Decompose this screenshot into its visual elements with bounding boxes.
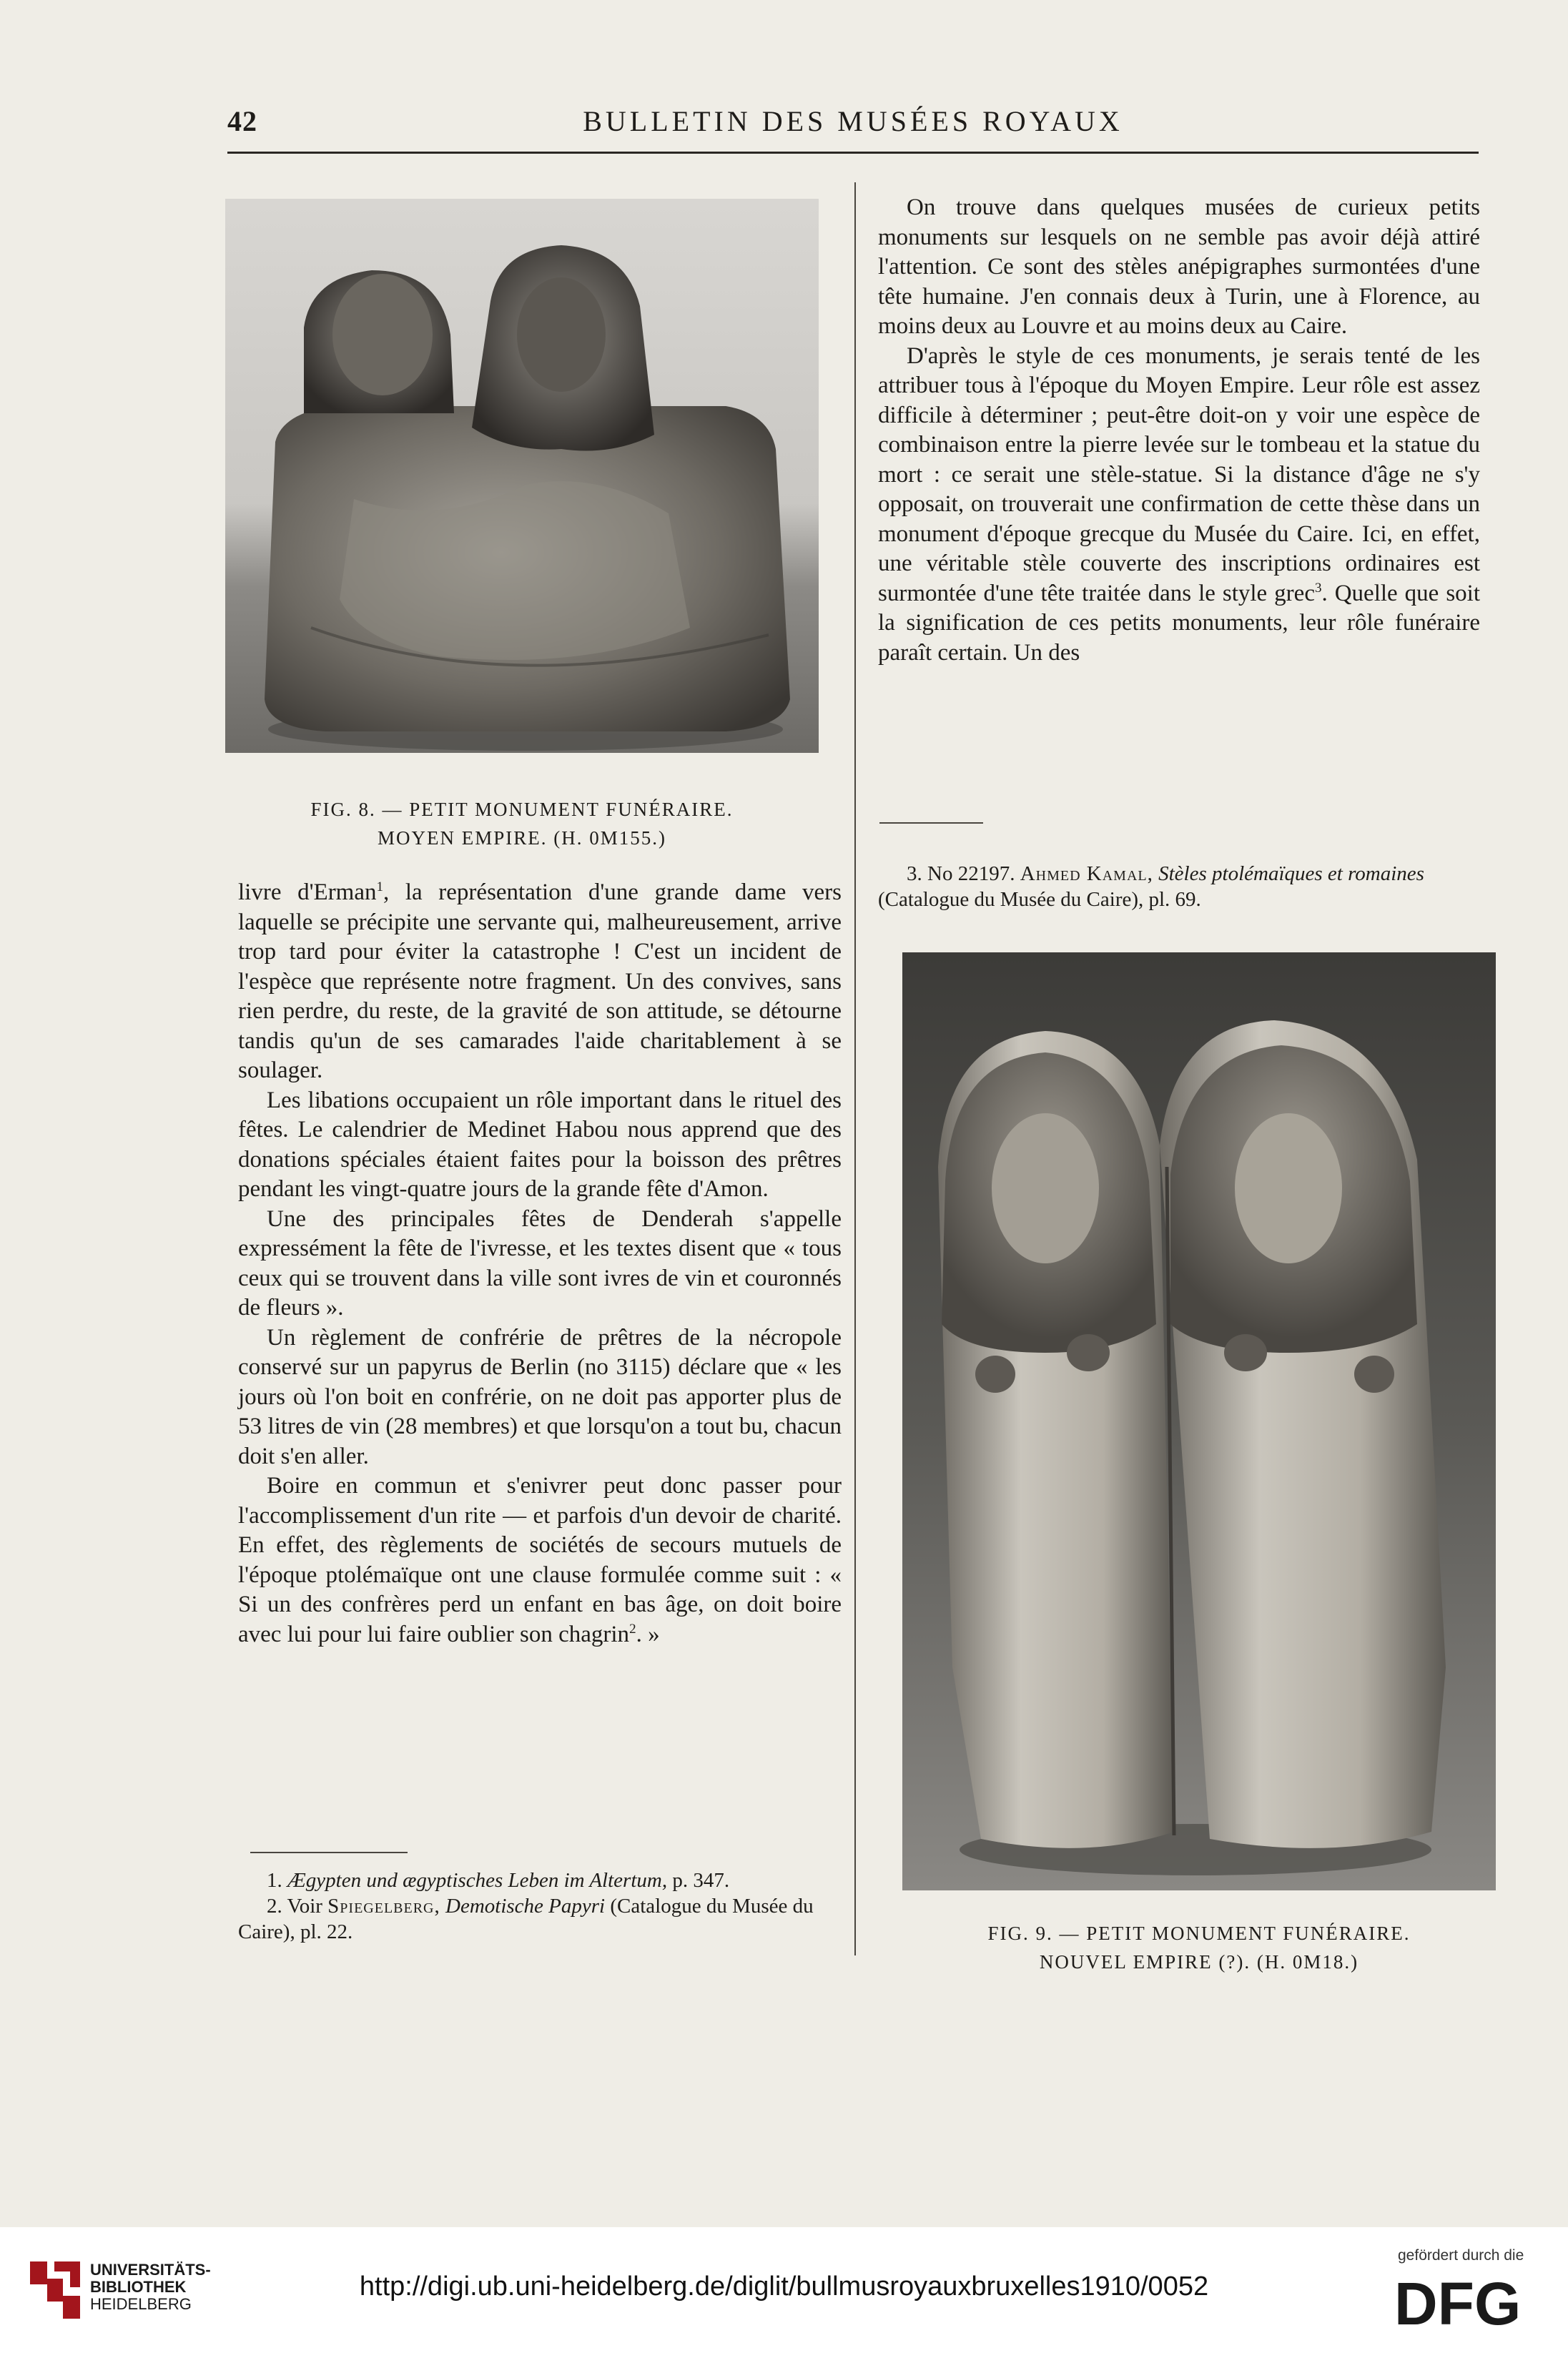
left-paragraph-4: Un règlement de confrérie de prêtres de la nécropole conservé sur un papyrus de Berlin (no 3115) déclare que « les jours où l'on boit en confrérie, on ne doit pas apporter plus de 53 litres de vin (28 membres) et que lorsqu'on a tout bu, chacun doit s'en aller. (238, 1324, 842, 1469)
footnote-1-title: Ægypten und ægyptisches Leben im Altertum, (287, 1869, 668, 1892)
library-line-2: BIBLIOTHEK (90, 2278, 187, 2296)
footnote-3-title: Stèles ptolémaïques et romaines (1158, 862, 1424, 885)
footnote-3 (878, 861, 1480, 912)
footnote-2-rest: (Catalogue du Musée du Caire), pl. 22. (238, 1895, 814, 1943)
figure-9-caption (902, 1919, 1496, 1976)
library-line-1: UNIVERSITÄTS- (90, 2261, 211, 2279)
footnote-2-title: Demotische Papyri (445, 1895, 606, 1918)
left-paragraph-1-rest: , la représentation d'une grande dame vers laquelle se précipite une servante qui, malheureusement, arrive trop tard pour éviter la catastrophe ! C'est un incident de l'espèce que représente notre fragment. Un des convives, sans rien perdre, du reste, de la gravité de son attitude, se détourne tandis qu'un de ses camarades l'aide charitablement à se soulager. (238, 879, 842, 1083)
source-url-link[interactable]: http://digi.ub.uni-heidelberg.de/diglit/bullmusroyauxbruxelles1910/0052 (359, 2271, 1209, 2302)
running-title: BULLETIN DES MUSÉES ROYAUX (583, 105, 1123, 137)
left-paragraph-3: Une des principales fêtes de Denderah s'appelle expressément la fête de l'ivresse, et les textes disent que « tous ceux qui se trouvent dans la ville sont ivres de vin et couronnés de fleurs ». (238, 1205, 842, 1321)
footnote-2-number: 2. (267, 1895, 282, 1918)
footnote-2-pre: Voir (287, 1895, 322, 1918)
footnote-3-number: 3. (907, 862, 922, 885)
footnote-1-rest: p. 347. (672, 1869, 730, 1892)
figure-8-caption (236, 795, 808, 852)
left-paragraph-5-end: . » (636, 1621, 660, 1647)
figure-8-photo (225, 199, 819, 753)
figure-9-photo (902, 952, 1496, 1890)
footnote-1-number: 1. (267, 1869, 282, 1892)
funding-label: gefördert durch die (1398, 2247, 1524, 2264)
right-paragraph-1: On trouve dans quelques musées de curieux petits monuments sur lesquels on ne semble pas avoir déjà attiré l'attention. Ce sont des stèles anépigraphes surmontées d'une tête humaine. J'en connais deux à Turin, une à Florence, au moins deux au Louvre et au moins deux au Caire. (878, 194, 1480, 339)
left-paragraph-1-start: livre d'Erman (238, 879, 377, 905)
left-paragraph-5 (238, 1471, 842, 1649)
right-paragraph-2-text: D'après le style de ces monuments, je serais tenté de les attribuer tous à l'époque du Moyen Empire. Leur rôle est assez difficile à déterminer ; peut-être doit-on y voir une espèce de combinaison entre la pierre levée sur le tombeau et la statue du mort : ce serait une stèle-statue. Si la distance d'âge ne s'y opposait, on trouverait une confirmation de cette thèse dans un monument d'époque grecque du Musée du Caire. Ici, en effet, une véritable stèle couverte des inscriptions ordinaires est surmontée d'une tête traitée dans le style grec (878, 342, 1480, 606)
library-line-3: HEIDELBERG (90, 2295, 192, 2313)
footnote-2-author: Spiegelberg, (327, 1895, 440, 1918)
footnote-rule-right (879, 822, 983, 824)
page-number: 42 (227, 105, 257, 137)
figure-9-caption-line1: FIG. 9. — PETIT MONUMENT FUNÉRAIRE. (987, 1923, 1411, 1944)
figure-9-caption-line2: NOUVEL EMPIRE (?). (H. 0M18.) (1039, 1951, 1359, 1973)
left-paragraph-2: Les libations occupaient un rôle important dans le rituel des fêtes. Le calendrier de Medinet Habou nous apprend que des donations spéciales étaient faites pour la boisson des prêtres pendant les vingt-quatre jours de la grande fête d'Amon. (238, 1087, 842, 1202)
page-header (227, 100, 1479, 143)
footnote-2 (238, 1893, 842, 1945)
left-column-text (238, 878, 842, 1649)
column-divider (854, 182, 856, 1955)
header-rule (227, 152, 1479, 154)
left-paragraph-5-text: Boire en commun et s'enivrer peut donc passer pour l'accomplissement d'un rite — et parfois d'un devoir de charité. En effet, des règlements de sociétés de secours mutuels de l'époque ptolémaïque ont une clause formulée comme suit : « Si un des confrères perd un enfant en bas âge, on doit boire avec lui pour lui faire oublier son chagrin (238, 1473, 842, 1647)
footnote-ref-3[interactable]: 3 (1314, 580, 1322, 596)
left-footnotes (238, 1868, 842, 1945)
footnote-ref-2[interactable]: 2 (629, 1621, 636, 1637)
right-paragraph-2 (878, 342, 1480, 669)
figure-8-caption-line1: FIG. 8. — PETIT MONUMENT FUNÉRAIRE. (310, 799, 734, 820)
figure-8-caption-line2: MOYEN EMPIRE. (H. 0M155.) (378, 827, 666, 849)
footnote-rule-left (250, 1852, 408, 1853)
dfg-logo-icon[interactable] (1394, 2274, 1552, 2332)
footnote-ref-1[interactable]: 1 (376, 879, 383, 894)
right-paragraph-2-end: . Quelle que soit la signification de ces petits monuments, leur rôle funéraire paraît certain. Un des (878, 580, 1480, 666)
footnote-3-ref: No 22197. (927, 862, 1015, 885)
footnote-3-rest: (Catalogue du Musée du Caire), pl. 69. (878, 888, 1201, 911)
dfg-logo-text: DFG (1394, 2274, 1522, 2332)
footer-bar (0, 2227, 1568, 2353)
footnote-1 (238, 1868, 842, 1893)
left-paragraph-1 (238, 878, 842, 1086)
right-column-text (878, 193, 1480, 668)
footnote-3-author: Ahmed Kamal, (1020, 862, 1153, 885)
